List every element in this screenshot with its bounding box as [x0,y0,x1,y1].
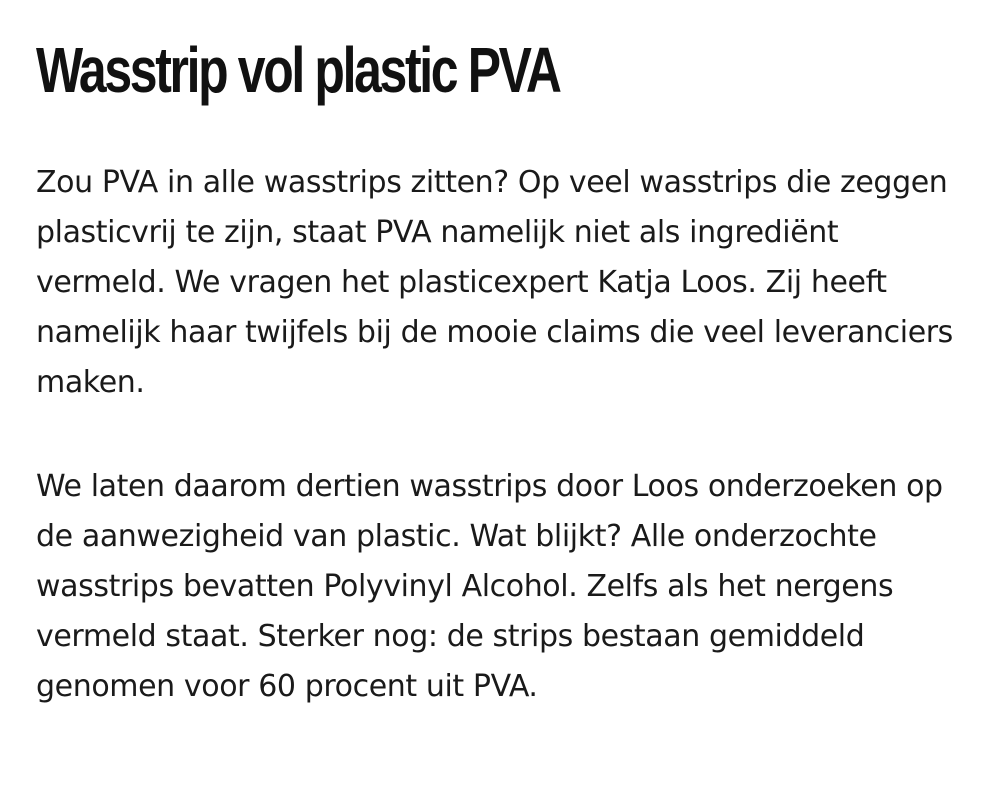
article-title: Wasstrip vol plastic PVA [36,34,560,106]
article-paragraph-2: We laten daarom dertien wasstrips door Loos onderzoeken op de aanwezigheid van plastic. Wat blijkt? Alle onderzochte wasstrips bevatten Polyvinyl Alcohol. Zelfs als het nergens vermeld staat. Sterker nog: de strips bestaan gemiddeld genomen voor 60 procent uit PVA. [36,469,943,704]
article-paragraph-1: Zou PVA in alle wasstrips zitten? Op veel wasstrips die zeggen plasticvrij te zijn, staat PVA namelijk niet als ingrediënt vermeld. We vragen het plasticexpert Katja Loos. Zij heeft namelijk haar twijfels bij de mooie claims die veel leveranciers maken. [36,165,953,400]
article [36,30,966,704]
